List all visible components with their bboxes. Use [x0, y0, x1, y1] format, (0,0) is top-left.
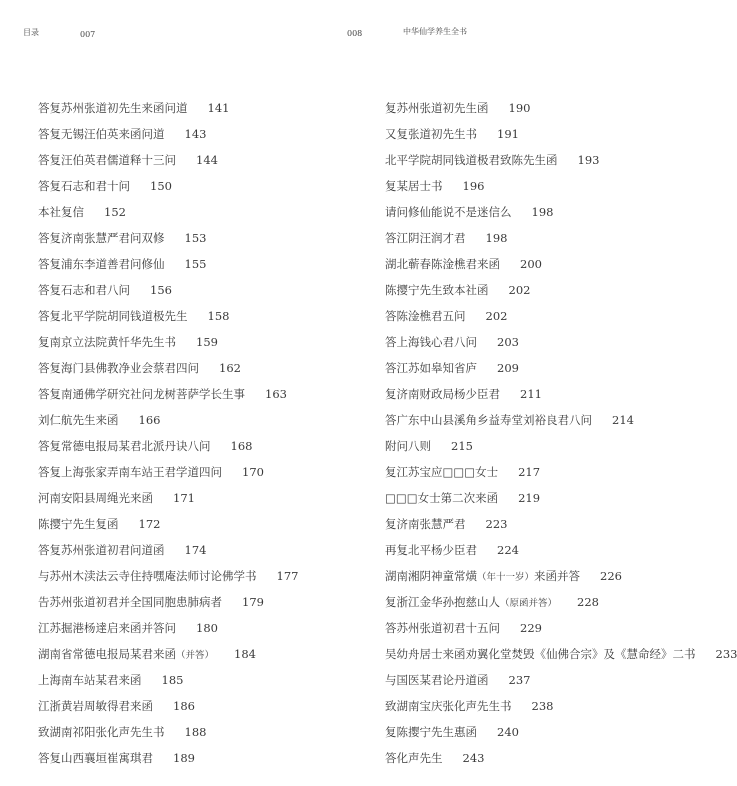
toc-entry: [385, 98, 727, 124]
toc-entry-page: 171: [173, 491, 195, 505]
toc-entry-title: 北平学院胡同钱道极君致陈先生函: [385, 153, 558, 167]
toc-entry-page: 143: [184, 127, 207, 141]
toc-entry-title: 答复上海张家弄南车站王君学道四问: [38, 465, 222, 479]
toc-entry-title: 答陈淦樵君五问: [385, 309, 466, 323]
toc-entry: [385, 488, 727, 514]
toc-entry-page: 166: [138, 413, 161, 427]
toc-entry-title: 复苏州张道初先生函: [385, 101, 489, 115]
toc-entry-title: 答复山西襄垣崔寓琪君: [38, 751, 153, 765]
toc-entry: [38, 332, 358, 358]
toc-entry-page: 177: [276, 569, 299, 583]
toc-entry-page: 240: [497, 725, 519, 739]
toc-entry-title: 江浙黄岩周敏得君来函: [38, 699, 153, 713]
toc-entry-title: 答苏州张道初君十五问: [385, 621, 500, 635]
toc-entry-title: 答广东中山县溪角乡益寿堂刘裕良君八问: [385, 413, 592, 427]
toc-entry-page: 186: [173, 699, 195, 713]
toc-entry-title: 答化声先生: [385, 751, 443, 765]
toc-entry: [385, 462, 727, 488]
toc-entry-title: 答复常德电报局某君北派丹诀八问: [38, 439, 211, 453]
toc-entry-page: 243: [462, 751, 485, 765]
toc-entry: [38, 358, 358, 384]
toc-entry-page: 215: [451, 439, 473, 453]
toc-entry-page: 155: [184, 257, 207, 271]
page-number-left: 007: [80, 30, 96, 39]
toc-entry-page: 229: [520, 621, 542, 635]
toc-entry-page: 180: [196, 621, 218, 635]
toc-entry-page: 214: [612, 413, 634, 427]
toc-entry-title: 答上海钱心君八问: [385, 335, 477, 349]
page-number-right: 008: [347, 29, 363, 38]
toc-entry-title: 吴幼舟居士来函劝翼化堂焚毁《仙佛合宗》及《慧命经》二书: [385, 647, 696, 661]
toc-entry: [38, 540, 358, 566]
toc-entry-page: 190: [508, 101, 531, 115]
toc-entry-page: 193: [577, 153, 600, 167]
toc-entry: [385, 722, 727, 748]
toc-entry: [385, 124, 727, 150]
toc-entry-page: 226: [600, 569, 622, 583]
toc-entry-title: 答江阴汪润才君: [385, 231, 466, 245]
toc-entry-title: 本社复信: [38, 205, 84, 219]
toc-entry: [385, 280, 727, 306]
toc-entry: [38, 462, 358, 488]
toc-entry-page: 219: [518, 491, 541, 505]
running-head-left-title: 目录: [23, 28, 39, 37]
toc-entry-page: 202: [485, 309, 508, 323]
toc-entry-page: 200: [520, 257, 542, 271]
toc-entry-page: 158: [207, 309, 230, 323]
toc-entry: [385, 566, 727, 592]
toc-entry-title: 陈撄宁先生复函: [38, 517, 119, 531]
toc-entry-page: 228: [577, 595, 599, 609]
toc-entry: [38, 280, 358, 306]
toc-entry: [38, 436, 358, 462]
toc-entry-title: 与国医某君论丹道函: [385, 673, 489, 687]
toc-entry-page: 150: [150, 179, 172, 193]
toc-entry-title: □□□女士第二次来函: [385, 491, 499, 505]
toc-entry-title: 答复石志和君十问: [38, 179, 130, 193]
toc-entry: [385, 332, 727, 358]
toc-entry-page: 211: [520, 387, 542, 401]
toc-entry-title: 河南安阳县周绳光来函: [38, 491, 153, 505]
toc-entry-page: 156: [150, 283, 172, 297]
toc-entry-page: 144: [196, 153, 218, 167]
toc-entry: [385, 150, 727, 176]
toc-entry: [385, 618, 727, 644]
toc-entry: [385, 436, 727, 462]
toc-entry-page: 159: [196, 335, 218, 349]
toc-entry: [385, 202, 727, 228]
toc-entry: [38, 228, 358, 254]
toc-entry-title: 答复南通佛学研究社问龙树菩萨学长生事: [38, 387, 245, 401]
toc-column-left: [38, 98, 358, 774]
toc-entry-page: 170: [242, 465, 264, 479]
toc-entry: [385, 228, 727, 254]
toc-entry: [38, 644, 358, 670]
toc-entry-title: 湖南湘阴神童常熿: [385, 569, 477, 583]
toc-entry: [38, 670, 358, 696]
toc-entry: [38, 488, 358, 514]
toc-entry-page: 163: [265, 387, 287, 401]
toc-entry: [385, 748, 727, 774]
toc-entry-title: 又复张道初先生书: [385, 127, 477, 141]
toc-entry-note: （原函并答）: [500, 598, 558, 609]
toc-entry: [38, 384, 358, 410]
toc-entry-title: 答复苏州张道初先生来函问道: [38, 101, 188, 115]
toc-entry-title: 刘仁航先生来函: [38, 413, 119, 427]
toc-entry: [385, 644, 737, 670]
toc-entry: [385, 176, 727, 202]
toc-entry: [38, 202, 358, 228]
toc-entry: [38, 410, 358, 436]
toc-entry-page: 233: [715, 647, 737, 661]
toc-entry-title: 陈撄宁先生致本社函: [385, 283, 489, 297]
toc-entry-title: 答复海门县佛教净业会蔡君四问: [38, 361, 199, 375]
toc-entry-title: 致湖南祁阳张化声先生书: [38, 725, 165, 739]
toc-entry-title: 答复济南张慧严君问双修: [38, 231, 165, 245]
toc-entry-title: 致湖南宝庆张化声先生书: [385, 699, 512, 713]
toc-entry: [38, 306, 358, 332]
toc-entry-title: 江苏掘港杨達启来函并答问: [38, 621, 176, 635]
toc-entry-title: 答复北平学院胡同钱道极先生: [38, 309, 188, 323]
toc-entry-title: 与苏州木渎法云寺住持嘿庵法师讨论佛学书: [38, 569, 257, 583]
toc-entry: [38, 150, 358, 176]
toc-entry: [38, 98, 358, 124]
toc-entry-page: 153: [184, 231, 207, 245]
toc-entry-page: 209: [497, 361, 519, 375]
toc-entry-title: 上海南车站某君来函: [38, 673, 142, 687]
toc-entry-title: 湖南省常德电报局某君来函: [38, 647, 176, 661]
toc-entry: [385, 384, 727, 410]
toc-entry: [38, 254, 358, 280]
toc-entry-title: 复济南张慧严君: [385, 517, 466, 531]
toc-entry-title: 答复汪伯英君儒道释十三问: [38, 153, 176, 167]
toc-column-right: [385, 98, 737, 774]
toc-entry: [385, 514, 727, 540]
toc-entry-page: 237: [508, 673, 531, 687]
toc-entry-page: 179: [242, 595, 264, 609]
toc-entry: [385, 410, 727, 436]
toc-entry: [385, 254, 727, 280]
toc-entry: [385, 670, 727, 696]
toc-entry-page: 152: [104, 205, 126, 219]
toc-entry-title: 请问修仙能说不是迷信么: [385, 205, 512, 219]
toc-entry: [38, 176, 358, 202]
toc-entry: [38, 722, 358, 748]
toc-entry-page: 172: [138, 517, 161, 531]
toc-entry-page: 196: [462, 179, 485, 193]
toc-entry: [38, 696, 358, 722]
toc-entry: [38, 566, 358, 592]
toc-entry-note: （并答）: [176, 650, 215, 661]
toc-entry: [38, 618, 358, 644]
toc-entry-page: 168: [230, 439, 253, 453]
running-head-right-title: 中华仙学养生全书: [403, 27, 467, 36]
toc-entry-note: （年十一岁）: [477, 572, 535, 583]
toc-entry-page: 188: [184, 725, 207, 739]
toc-entry-page: 191: [497, 127, 519, 141]
toc-entry-title: 复浙江金华孙抱慈山人: [385, 595, 500, 609]
toc-entry-title: 答复石志和君八问: [38, 283, 130, 297]
toc-entry-title: 复陈撄宁先生惠函: [385, 725, 477, 739]
toc-entry-title: 湖北蕲春陈淦樵君来函: [385, 257, 500, 271]
toc-entry-page: 224: [497, 543, 519, 557]
toc-entry-title: 答复苏州张道初君问道函: [38, 543, 165, 557]
toc-entry-page: 203: [497, 335, 519, 349]
toc-entry-title: 答复无锡汪伯英来函问道: [38, 127, 165, 141]
toc-entry-page: 198: [531, 205, 554, 219]
toc-entry-page: 184: [234, 647, 256, 661]
toc-entry-title: 告苏州张道初君并全国同胞患肺病者: [38, 595, 222, 609]
toc-entry-title: 再复北平杨少臣君: [385, 543, 477, 557]
toc-entry-page: 238: [531, 699, 554, 713]
toc-entry-page: 174: [184, 543, 207, 557]
toc-entry-title: 复济南财政局杨少臣君: [385, 387, 500, 401]
toc-entry: [385, 358, 727, 384]
toc-entry-title: 附问八则: [385, 439, 431, 453]
toc-entry-page: 202: [508, 283, 531, 297]
toc-entry: [38, 124, 358, 150]
toc-entry-page: 141: [207, 101, 230, 115]
toc-entry-page: 185: [161, 673, 184, 687]
toc-entry-title: 复某居士书: [385, 179, 443, 193]
toc-entry-page: 162: [219, 361, 241, 375]
toc-entry-title-cont: 来函并答: [534, 569, 581, 583]
toc-entry: [385, 592, 727, 618]
toc-entry: [385, 696, 727, 722]
toc-entry: [385, 306, 727, 332]
toc-entry: [385, 540, 727, 566]
toc-entry-title: 复江苏宝应□□□女士: [385, 465, 499, 479]
toc-entry: [38, 748, 358, 774]
toc-entry-page: 198: [485, 231, 508, 245]
toc-entry: [38, 514, 358, 540]
toc-entry-page: 189: [173, 751, 195, 765]
toc-entry: [38, 592, 358, 618]
toc-entry-page: 223: [485, 517, 508, 531]
toc-entry-title: 答江苏如皋知省庐: [385, 361, 477, 375]
toc-entry-page: 217: [518, 465, 541, 479]
toc-entry-title: 复南京立法院黄忏华先生书: [38, 335, 176, 349]
toc-entry-title: 答复浦东李道善君问修仙: [38, 257, 165, 271]
